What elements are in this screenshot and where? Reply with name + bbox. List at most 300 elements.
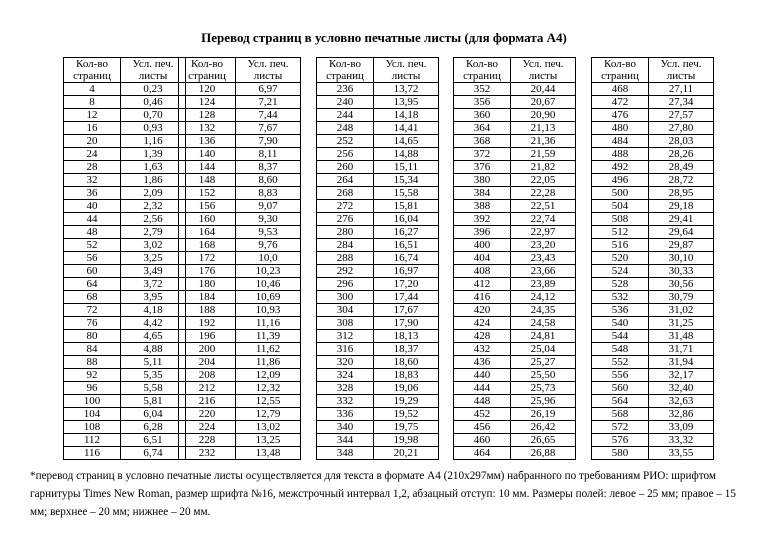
pages-cell: 560 (592, 382, 649, 395)
table-row (64, 226, 186, 239)
sheets-cell: 17,90 (374, 317, 439, 330)
sheets-cell: 11,62 (236, 343, 301, 356)
sheets-cell: 22,28 (511, 187, 576, 200)
table-row (454, 96, 576, 109)
pages-cell: 380 (454, 174, 511, 187)
pages-cell: 4 (64, 83, 121, 96)
table-row (592, 109, 714, 122)
table-row (454, 226, 576, 239)
pages-cell: 508 (592, 213, 649, 226)
pages-cell: 220 (179, 408, 236, 421)
table-row (454, 421, 576, 434)
table-row (64, 187, 186, 200)
sheets-cell: 23,43 (511, 252, 576, 265)
table-row (592, 447, 714, 460)
pages-cell: 140 (179, 148, 236, 161)
pages-cell: 152 (179, 187, 236, 200)
sheets-cell: 10,93 (236, 304, 301, 317)
pages-header: страниц (317, 70, 374, 83)
sheets-cell: 13,48 (236, 447, 301, 460)
sheets-cell: 6,74 (121, 447, 186, 460)
pages-cell: 136 (179, 135, 236, 148)
pages-cell: 572 (592, 421, 649, 434)
sheets-cell: 25,50 (511, 369, 576, 382)
table-row (454, 369, 576, 382)
table-row (592, 148, 714, 161)
pages-cell: 492 (592, 161, 649, 174)
table-row (64, 382, 186, 395)
table-row (454, 252, 576, 265)
pages-cell: 576 (592, 434, 649, 447)
pages-cell: 72 (64, 304, 121, 317)
sheets-cell: 33,55 (649, 447, 714, 460)
table-row (179, 96, 301, 109)
pages-cell: 52 (64, 239, 121, 252)
table-row (179, 174, 301, 187)
sheets-cell: 19,06 (374, 382, 439, 395)
table-row (454, 148, 576, 161)
pages-cell: 488 (592, 148, 649, 161)
sheets-cell: 20,67 (511, 96, 576, 109)
sheets-cell: 22,74 (511, 213, 576, 226)
sheets-cell: 14,65 (374, 135, 439, 148)
sheets-header: листы (649, 70, 714, 83)
table-row (454, 447, 576, 460)
pages-cell: 484 (592, 135, 649, 148)
sheets-cell: 24,81 (511, 330, 576, 343)
table-row (179, 343, 301, 356)
sheets-cell: 6,28 (121, 421, 186, 434)
pages-cell: 328 (317, 382, 374, 395)
pages-cell: 400 (454, 239, 511, 252)
table-row (64, 122, 186, 135)
sheets-cell: 29,87 (649, 239, 714, 252)
table-row (179, 356, 301, 369)
pages-cell: 44 (64, 213, 121, 226)
pages-cell: 184 (179, 291, 236, 304)
pages-cell: 224 (179, 421, 236, 434)
sheets-cell: 28,26 (649, 148, 714, 161)
table-row (454, 174, 576, 187)
table-row (454, 434, 576, 447)
sheets-cell: 2,79 (121, 226, 186, 239)
pages-cell: 568 (592, 408, 649, 421)
sheets-header: Усл. печ. (121, 58, 186, 71)
table-row (592, 343, 714, 356)
pages-cell: 344 (317, 434, 374, 447)
sheets-cell: 1,39 (121, 148, 186, 161)
sheets-cell: 7,67 (236, 122, 301, 135)
pages-cell: 348 (317, 447, 374, 460)
pages-cell: 116 (64, 447, 121, 460)
sheets-cell: 20,90 (511, 109, 576, 122)
sheets-cell: 15,34 (374, 174, 439, 187)
pages-cell: 368 (454, 135, 511, 148)
sheets-header: Усл. печ. (649, 58, 714, 71)
pages-cell: 292 (317, 265, 374, 278)
table-row (592, 96, 714, 109)
table-row (179, 291, 301, 304)
sheets-cell: 10,0 (236, 252, 301, 265)
sheets-cell: 16,27 (374, 226, 439, 239)
pages-cell: 288 (317, 252, 374, 265)
table-row (454, 278, 576, 291)
sheets-cell: 21,13 (511, 122, 576, 135)
pages-cell: 240 (317, 96, 374, 109)
pages-header: Кол-во (317, 58, 374, 71)
sheets-cell: 12,09 (236, 369, 301, 382)
pages-cell: 536 (592, 304, 649, 317)
sheets-cell: 21,59 (511, 148, 576, 161)
table-row (317, 265, 439, 278)
pages-cell: 388 (454, 200, 511, 213)
pages-cell: 548 (592, 343, 649, 356)
sheets-cell: 4,65 (121, 330, 186, 343)
pages-cell: 356 (454, 96, 511, 109)
pages-cell: 268 (317, 187, 374, 200)
table-row (179, 304, 301, 317)
pages-cell: 308 (317, 317, 374, 330)
table-row (454, 382, 576, 395)
pages-cell: 112 (64, 434, 121, 447)
table-row (179, 213, 301, 226)
sheets-cell: 15,58 (374, 187, 439, 200)
pages-cell: 76 (64, 317, 121, 330)
pages-cell: 340 (317, 421, 374, 434)
pages-cell: 364 (454, 122, 511, 135)
table-row (179, 226, 301, 239)
sheets-cell: 6,04 (121, 408, 186, 421)
pages-cell: 372 (454, 148, 511, 161)
table-row (64, 408, 186, 421)
pages-cell: 260 (317, 161, 374, 174)
sheets-cell: 19,75 (374, 421, 439, 434)
table-row (592, 317, 714, 330)
pages-cell: 456 (454, 421, 511, 434)
table-row (317, 187, 439, 200)
table-row (317, 421, 439, 434)
pages-cell: 264 (317, 174, 374, 187)
sheets-cell: 32,17 (649, 369, 714, 382)
table-row (592, 304, 714, 317)
pages-cell: 376 (454, 161, 511, 174)
pages-header: страниц (592, 70, 649, 83)
pages-cell: 80 (64, 330, 121, 343)
sheets-cell: 31,48 (649, 330, 714, 343)
table-row (179, 382, 301, 395)
table-row (454, 343, 576, 356)
table-row (592, 265, 714, 278)
sheets-cell: 21,36 (511, 135, 576, 148)
pages-cell: 92 (64, 369, 121, 382)
table-row (179, 447, 301, 460)
sheets-cell: 32,63 (649, 395, 714, 408)
table-row (179, 161, 301, 174)
sheets-cell: 11,39 (236, 330, 301, 343)
sheets-cell: 14,88 (374, 148, 439, 161)
table-row (592, 382, 714, 395)
pages-cell: 316 (317, 343, 374, 356)
pages-cell: 56 (64, 252, 121, 265)
sheets-cell: 18,83 (374, 369, 439, 382)
pages-cell: 232 (179, 447, 236, 460)
sheets-cell: 0,93 (121, 122, 186, 135)
sheets-header: Усл. печ. (236, 58, 301, 71)
pages-cell: 528 (592, 278, 649, 291)
table-row (64, 239, 186, 252)
table-row (64, 135, 186, 148)
pages-header: Кол-во (592, 58, 649, 71)
pages-cell: 32 (64, 174, 121, 187)
table-row (64, 421, 186, 434)
pages-cell: 440 (454, 369, 511, 382)
sheets-cell: 12,32 (236, 382, 301, 395)
sheets-cell: 30,33 (649, 265, 714, 278)
sheets-cell: 25,27 (511, 356, 576, 369)
table-row (454, 356, 576, 369)
table-row (454, 135, 576, 148)
sheets-cell: 21,82 (511, 161, 576, 174)
table-row (454, 265, 576, 278)
sheets-cell: 13,72 (374, 83, 439, 96)
pages-cell: 28 (64, 161, 121, 174)
table-row (64, 356, 186, 369)
pages-cell: 392 (454, 213, 511, 226)
sheets-cell: 10,23 (236, 265, 301, 278)
pages-cell: 212 (179, 382, 236, 395)
pages-cell: 404 (454, 252, 511, 265)
table-row (454, 304, 576, 317)
table-row (454, 83, 576, 96)
table-row (317, 447, 439, 460)
pages-cell: 540 (592, 317, 649, 330)
table-row (317, 252, 439, 265)
table-row (64, 109, 186, 122)
table-row (64, 330, 186, 343)
sheets-cell: 5,35 (121, 369, 186, 382)
pages-cell: 384 (454, 187, 511, 200)
sheets-cell: 2,09 (121, 187, 186, 200)
sheets-cell: 7,44 (236, 109, 301, 122)
table-row (64, 265, 186, 278)
sheets-cell: 27,57 (649, 109, 714, 122)
sheets-cell: 23,89 (511, 278, 576, 291)
sheets-cell: 28,03 (649, 135, 714, 148)
table-row (179, 109, 301, 122)
sheets-cell: 1,63 (121, 161, 186, 174)
sheets-cell: 11,16 (236, 317, 301, 330)
table-row (179, 408, 301, 421)
sheets-header: листы (511, 70, 576, 83)
pages-cell: 496 (592, 174, 649, 187)
table-row (317, 369, 439, 382)
pages-cell: 320 (317, 356, 374, 369)
pages-cell: 280 (317, 226, 374, 239)
sheets-cell: 20,21 (374, 447, 439, 460)
sheets-cell: 20,44 (511, 83, 576, 96)
table-row (592, 161, 714, 174)
table-row (592, 83, 714, 96)
sheets-cell: 26,19 (511, 408, 576, 421)
table-row (592, 213, 714, 226)
pages-cell: 432 (454, 343, 511, 356)
table-row (317, 200, 439, 213)
pages-cell: 284 (317, 239, 374, 252)
sheets-cell: 2,56 (121, 213, 186, 226)
table-row (64, 161, 186, 174)
table-row (317, 278, 439, 291)
pages-cell: 172 (179, 252, 236, 265)
sheets-cell: 7,21 (236, 96, 301, 109)
sheets-cell: 28,95 (649, 187, 714, 200)
pages-table-5 (591, 57, 714, 460)
sheets-cell: 6,51 (121, 434, 186, 447)
pages-cell: 516 (592, 239, 649, 252)
pages-cell: 520 (592, 252, 649, 265)
table-row (64, 200, 186, 213)
table-row (317, 304, 439, 317)
sheets-cell: 8,60 (236, 174, 301, 187)
table-row (64, 434, 186, 447)
table-row (317, 174, 439, 187)
pages-cell: 200 (179, 343, 236, 356)
table-row (64, 96, 186, 109)
pages-cell: 300 (317, 291, 374, 304)
pages-cell: 208 (179, 369, 236, 382)
table-row (454, 109, 576, 122)
table-row (317, 83, 439, 96)
pages-cell: 24 (64, 148, 121, 161)
pages-header: Кол-во (64, 58, 121, 71)
table-row (64, 278, 186, 291)
pages-cell: 452 (454, 408, 511, 421)
table-row (454, 317, 576, 330)
table-row (592, 356, 714, 369)
sheets-cell: 8,37 (236, 161, 301, 174)
pages-cell: 108 (64, 421, 121, 434)
table-row (317, 330, 439, 343)
sheets-cell: 27,80 (649, 122, 714, 135)
sheets-cell: 28,72 (649, 174, 714, 187)
pages-header: Кол-во (454, 58, 511, 71)
sheets-cell: 3,95 (121, 291, 186, 304)
sheets-cell: 18,37 (374, 343, 439, 356)
table-row (454, 395, 576, 408)
pages-cell: 420 (454, 304, 511, 317)
sheets-cell: 16,97 (374, 265, 439, 278)
pages-cell: 60 (64, 265, 121, 278)
table-row (592, 239, 714, 252)
table-row (592, 434, 714, 447)
pages-cell: 480 (592, 122, 649, 135)
sheets-cell: 17,44 (374, 291, 439, 304)
sheets-header: листы (236, 70, 301, 83)
sheets-cell: 22,97 (511, 226, 576, 239)
sheets-cell: 1,16 (121, 135, 186, 148)
table-row (179, 317, 301, 330)
pages-cell: 304 (317, 304, 374, 317)
sheets-cell: 16,74 (374, 252, 439, 265)
sheets-cell: 24,12 (511, 291, 576, 304)
sheets-cell: 22,05 (511, 174, 576, 187)
pages-cell: 544 (592, 330, 649, 343)
pages-cell: 468 (592, 83, 649, 96)
table-row (317, 317, 439, 330)
pages-cell: 408 (454, 265, 511, 278)
pages-cell: 448 (454, 395, 511, 408)
table-row (592, 135, 714, 148)
pages-cell: 40 (64, 200, 121, 213)
sheets-cell: 14,41 (374, 122, 439, 135)
table-row (592, 369, 714, 382)
sheets-cell: 27,11 (649, 83, 714, 96)
sheets-header: листы (374, 70, 439, 83)
pages-header: страниц (454, 70, 511, 83)
table-row (179, 369, 301, 382)
table-row (64, 343, 186, 356)
pages-cell: 124 (179, 96, 236, 109)
table-row (179, 252, 301, 265)
pages-cell: 16 (64, 122, 121, 135)
pages-cell: 336 (317, 408, 374, 421)
sheets-header: листы (121, 70, 186, 83)
table-row (179, 122, 301, 135)
pages-cell: 244 (317, 109, 374, 122)
pages-cell: 412 (454, 278, 511, 291)
sheets-cell: 12,55 (236, 395, 301, 408)
sheets-cell: 29,64 (649, 226, 714, 239)
pages-header: страниц (179, 70, 236, 83)
sheets-cell: 31,71 (649, 343, 714, 356)
pages-table-3 (316, 57, 439, 460)
pages-table-1 (63, 57, 186, 460)
table-row (179, 265, 301, 278)
table-row (317, 122, 439, 135)
table-row (317, 291, 439, 304)
table-row (317, 343, 439, 356)
sheets-cell: 25,96 (511, 395, 576, 408)
pages-cell: 532 (592, 291, 649, 304)
pages-cell: 428 (454, 330, 511, 343)
sheets-cell: 3,72 (121, 278, 186, 291)
sheets-cell: 9,30 (236, 213, 301, 226)
table-row (592, 174, 714, 187)
sheets-cell: 5,58 (121, 382, 186, 395)
sheets-cell: 31,94 (649, 356, 714, 369)
table-row (592, 252, 714, 265)
pages-cell: 176 (179, 265, 236, 278)
pages-cell: 580 (592, 447, 649, 460)
sheets-cell: 26,42 (511, 421, 576, 434)
sheets-cell: 24,58 (511, 317, 576, 330)
pages-cell: 504 (592, 200, 649, 213)
pages-cell: 96 (64, 382, 121, 395)
sheets-cell: 30,10 (649, 252, 714, 265)
table-row (454, 200, 576, 213)
pages-cell: 196 (179, 330, 236, 343)
pages-cell: 564 (592, 395, 649, 408)
pages-cell: 164 (179, 226, 236, 239)
sheets-cell: 27,34 (649, 96, 714, 109)
sheets-cell: 0,70 (121, 109, 186, 122)
sheets-cell: 10,69 (236, 291, 301, 304)
table-row (179, 434, 301, 447)
table-row (64, 148, 186, 161)
table-row (317, 161, 439, 174)
sheets-cell: 19,29 (374, 395, 439, 408)
pages-cell: 424 (454, 317, 511, 330)
table-row (317, 239, 439, 252)
